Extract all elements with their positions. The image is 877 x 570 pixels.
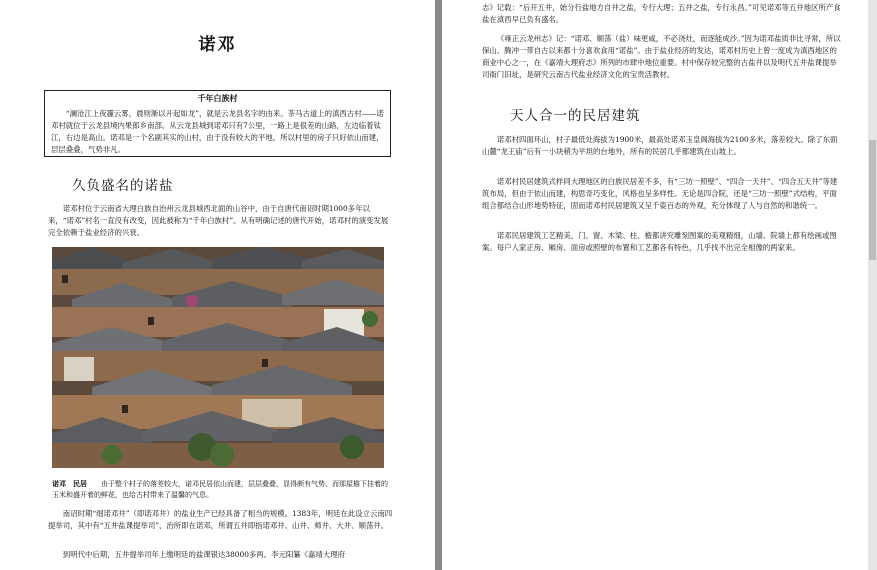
left-paragraph-nanzhao: 南诏时期“细诺邓井”（即诺邓井）的盐业生产已经具备了相当的规模。1383年，明廷在此设立云南四提举司，其中有“五井盐课提举司”，治所即在诺邓，所谓五井即指诺邓井、山井、师井、大井、顺荡井。 [48, 509, 393, 530]
intro-box [44, 90, 391, 157]
scrollbar-thumb[interactable] [869, 140, 876, 260]
village-photo [52, 247, 384, 468]
right-page [442, 0, 868, 570]
architecture-paragraph-2: 诺邓村民居建筑式样同大理地区的白族民居差不多，有“三坊一照壁”、“四合一天井”、“四合五天井”等建筑布局，但由于依山而建，构思奇巧变化，风格也呈多样性。无论是四合院，还是“三坊一照壁”式结构，平面组合都结合山形地势特征，固而诺邓村民居建筑又呈千姿百态的外观，充分体现了人与自然的和谐统一。 [482, 177, 838, 210]
left-page [0, 0, 435, 570]
village-illustration [52, 247, 384, 468]
intro-box-text: “澜沧江上夜霾云雾，晨则渐以升起如龙”，就是云龙县名字的由来。茶马古道上的滇西古村——诺邓村就位于云龙县境内果郎乡南部。从云龙县城到诺邓只有7公里，一路上是很差的山路，左边临着钛江，右边是高山。诺邓是一个名副其实的山村，由于没有较大的平地，所以村里的房子只好依山而建，层层叠叠，气势非凡。 [51, 109, 384, 154]
page-title: 诺邓 [198, 35, 237, 55]
right-paragraph-top: 志》记载：“后开五井，始分行盐地方自井之盐，专行大理；五井之盐，专行永昌。”可见诺邓等五井地区所产食盐在滇西早已负有盛名。 [482, 3, 841, 24]
section-heading-salt: 久负盛名的诺盐 [72, 178, 174, 194]
vertical-scrollbar[interactable] [868, 0, 877, 570]
section-heading-architecture: 天人合一的民居建筑 [510, 108, 641, 124]
left-paragraph-ming: 到明代中后期，五井提举司年上缴明廷的盐课银达38000多两。李元阳纂《嘉靖大理府 [62, 550, 345, 559]
architecture-paragraph-1: 诺邓村四面环山，村子最低处海拔为1900米，最高处诺邓玉皇阁海拔为2100多米，落差较大。除了东面山麓“龙王庙”后有一小块稍为平坦的台地外，所有的民居几乎都建筑在山坡上。 [482, 135, 838, 156]
caption-text: 由于整个村子的落差较大，诺邓民居依山而建，层层叠叠，显得颇有气势。而那屋檐下挂着的玉米和盛开着的鲜花，也给古村带来了温馨的气息。 [52, 480, 388, 499]
intro-box-title: 千年白族村 [197, 93, 238, 103]
photo-caption [52, 478, 392, 501]
section-salt-paragraph: 诺邓村位于云南省大理白族自治州云龙县城西北面的山谷中，由于自唐代南诏时期1000多年以来，“诺邓”村名一直没有改变，因此被称为“千年白族村”。从有明确记述的唐代开始，诺邓村的演变发展完全依赖于盐业经济的兴衰。 [48, 204, 389, 237]
architecture-paragraph-3: 诺邓民居建筑工艺精美，门、窗、木梁、柱、檐都讲究雕刻图案的美观精细，山墙、院墙上都有绘画或图案。每户人家正房、厢房、面房或照壁的布置和工艺都各有特色，几乎找不出完全相像的两家来。 [482, 231, 837, 252]
caption-label: 诺邓 民居 [52, 479, 87, 488]
right-paragraph-yongzheng: 《雍正云龙州志》记：“诺邓、顺荡（盐）味更咸，不必浇灶，而逐能成沙。”因为诺邓盐质非比寻常，所以保山、腾冲一带自古以来都十分喜欢食用“诺盐”。由于盐业经济的发达，诺邓村历史上曾一度成为滇西地区的商业中心之一，在《嘉靖大理府志》所列的市肆中地位重要。村中保存较完整的古盐井以及明代五井盐课提举司衙门旧址，是研究云南古代盐业经济文化的宝贵活教材。 [482, 34, 841, 79]
